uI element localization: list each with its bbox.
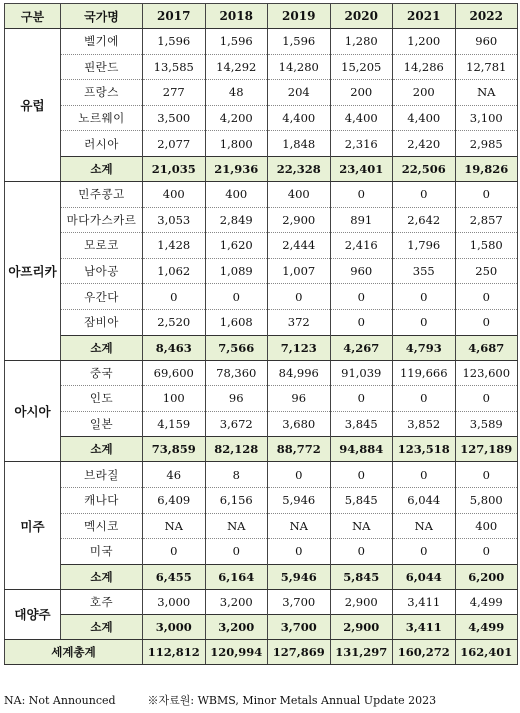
region-name: 유럽 <box>5 29 61 182</box>
subtotal-value: 88,772 <box>268 437 331 462</box>
value-cell: 1,620 <box>205 233 268 259</box>
value-cell: 6,044 <box>393 487 456 513</box>
value-cell: 0 <box>143 284 206 310</box>
value-cell: 0 <box>205 284 268 310</box>
value-cell: NA <box>205 513 268 539</box>
subtotal-value: 21,936 <box>205 156 268 181</box>
country-name: 우간다 <box>61 284 143 310</box>
grand-total-value: 162,401 <box>455 640 518 665</box>
value-cell: 1,608 <box>205 309 268 335</box>
table-row <box>5 207 518 233</box>
subtotal-label: 소계 <box>61 615 143 640</box>
production-table-wrapper <box>4 3 517 665</box>
value-cell: 0 <box>330 539 393 565</box>
header-country: 국가명 <box>61 4 143 29</box>
grand-total-value: 160,272 <box>393 640 456 665</box>
header-region: 구분 <box>5 4 61 29</box>
subtotal-row <box>5 156 518 181</box>
table-row <box>5 105 518 131</box>
header-year: 2017 <box>143 4 206 29</box>
subtotal-value: 22,506 <box>393 156 456 181</box>
country-name: 잠비아 <box>61 309 143 335</box>
value-cell: 1,580 <box>455 233 518 259</box>
value-cell: 277 <box>143 80 206 106</box>
header-year: 2019 <box>268 4 331 29</box>
value-cell: 2,444 <box>268 233 331 259</box>
value-cell: 372 <box>268 309 331 335</box>
value-cell: 2,900 <box>330 589 393 615</box>
value-cell: 2,420 <box>393 131 456 157</box>
country-name: 일본 <box>61 411 143 437</box>
subtotal-value: 6,455 <box>143 564 206 589</box>
value-cell: 15,205 <box>330 54 393 80</box>
value-cell: 0 <box>393 284 456 310</box>
table-row <box>5 589 518 615</box>
value-cell: 400 <box>143 181 206 207</box>
value-cell: 2,900 <box>268 207 331 233</box>
table-row <box>5 258 518 284</box>
footnote <box>4 692 517 708</box>
value-cell: 1,800 <box>205 131 268 157</box>
country-name: 모로코 <box>61 233 143 259</box>
header-year: 2022 <box>455 4 518 29</box>
table-row <box>5 80 518 106</box>
value-cell: 3,700 <box>268 589 331 615</box>
subtotal-value: 94,884 <box>330 437 393 462</box>
grand-total-value: 127,869 <box>268 640 331 665</box>
value-cell: 0 <box>330 309 393 335</box>
country-name: 브라질 <box>61 462 143 488</box>
country-name: 미국 <box>61 539 143 565</box>
table-row <box>5 181 518 207</box>
value-cell: 3,000 <box>143 589 206 615</box>
value-cell: 400 <box>205 181 268 207</box>
subtotal-value: 4,267 <box>330 335 393 360</box>
grand-total-value: 112,812 <box>143 640 206 665</box>
subtotal-label: 소계 <box>61 437 143 462</box>
value-cell: 200 <box>393 80 456 106</box>
value-cell: 3,411 <box>393 589 456 615</box>
subtotal-value: 2,900 <box>330 615 393 640</box>
grand-total-label: 세계총계 <box>5 640 143 665</box>
value-cell: 13,585 <box>143 54 206 80</box>
value-cell: 200 <box>330 80 393 106</box>
value-cell: 400 <box>455 513 518 539</box>
value-cell: 100 <box>143 386 206 412</box>
header-year: 2018 <box>205 4 268 29</box>
value-cell: 78,360 <box>205 360 268 386</box>
subtotal-value: 19,826 <box>455 156 518 181</box>
value-cell: 69,600 <box>143 360 206 386</box>
value-cell: 0 <box>455 181 518 207</box>
value-cell: 48 <box>205 80 268 106</box>
country-name: 호주 <box>61 589 143 615</box>
subtotal-value: 7,123 <box>268 335 331 360</box>
grand-total-value: 120,994 <box>205 640 268 665</box>
value-cell: 0 <box>330 181 393 207</box>
table-row <box>5 386 518 412</box>
value-cell: 46 <box>143 462 206 488</box>
subtotal-value: 22,328 <box>268 156 331 181</box>
subtotal-value: 3,200 <box>205 615 268 640</box>
subtotal-value: 4,793 <box>393 335 456 360</box>
value-cell: 1,596 <box>268 29 331 55</box>
table-row <box>5 233 518 259</box>
subtotal-row <box>5 335 518 360</box>
value-cell: 4,400 <box>268 105 331 131</box>
value-cell: NA <box>455 80 518 106</box>
subtotal-label: 소계 <box>61 335 143 360</box>
value-cell: 0 <box>330 462 393 488</box>
value-cell: 8 <box>205 462 268 488</box>
subtotal-row <box>5 615 518 640</box>
country-name: 인도 <box>61 386 143 412</box>
value-cell: 0 <box>393 462 456 488</box>
value-cell: 5,845 <box>330 487 393 513</box>
subtotal-label: 소계 <box>61 156 143 181</box>
value-cell: 0 <box>143 539 206 565</box>
subtotal-value: 21,035 <box>143 156 206 181</box>
value-cell: 1,596 <box>205 29 268 55</box>
value-cell: NA <box>143 513 206 539</box>
country-name: 벨기에 <box>61 29 143 55</box>
country-name: 멕시코 <box>61 513 143 539</box>
value-cell: 96 <box>205 386 268 412</box>
subtotal-value: 5,946 <box>268 564 331 589</box>
value-cell: 1,596 <box>143 29 206 55</box>
table-row <box>5 131 518 157</box>
value-cell: 0 <box>268 539 331 565</box>
subtotal-value: 4,499 <box>455 615 518 640</box>
country-name: 마다가스카르 <box>61 207 143 233</box>
value-cell: 3,672 <box>205 411 268 437</box>
table-row <box>5 360 518 386</box>
table-row <box>5 539 518 565</box>
value-cell: 14,292 <box>205 54 268 80</box>
value-cell: NA <box>393 513 456 539</box>
subtotal-row <box>5 437 518 462</box>
value-cell: 84,996 <box>268 360 331 386</box>
value-cell: 1,089 <box>205 258 268 284</box>
value-cell: 1,428 <box>143 233 206 259</box>
country-name: 중국 <box>61 360 143 386</box>
value-cell: 0 <box>393 181 456 207</box>
value-cell: 355 <box>393 258 456 284</box>
subtotal-value: 6,044 <box>393 564 456 589</box>
value-cell: 12,781 <box>455 54 518 80</box>
subtotal-value: 3,411 <box>393 615 456 640</box>
value-cell: 3,100 <box>455 105 518 131</box>
table-row <box>5 309 518 335</box>
value-cell: 2,849 <box>205 207 268 233</box>
subtotal-value: 5,845 <box>330 564 393 589</box>
value-cell: 0 <box>455 386 518 412</box>
region-name: 대양주 <box>5 589 61 640</box>
table-row <box>5 29 518 55</box>
value-cell: 3,845 <box>330 411 393 437</box>
value-cell: 1,796 <box>393 233 456 259</box>
value-cell: 4,400 <box>393 105 456 131</box>
value-cell: 14,286 <box>393 54 456 80</box>
value-cell: 5,946 <box>268 487 331 513</box>
table-row <box>5 284 518 310</box>
grand-total-value: 131,297 <box>330 640 393 665</box>
region-name: 아시아 <box>5 360 61 462</box>
value-cell: 0 <box>268 284 331 310</box>
value-cell: 0 <box>393 539 456 565</box>
value-cell: 5,800 <box>455 487 518 513</box>
region-name: 아프리카 <box>5 181 61 360</box>
value-cell: 2,642 <box>393 207 456 233</box>
value-cell: 2,857 <box>455 207 518 233</box>
value-cell: 2,985 <box>455 131 518 157</box>
value-cell: 0 <box>330 284 393 310</box>
value-cell: 96 <box>268 386 331 412</box>
value-cell: 0 <box>455 462 518 488</box>
source-note: ※자료원: WBMS, Minor Metals Annual Update 2023 <box>147 694 437 707</box>
value-cell: 960 <box>455 29 518 55</box>
country-name: 민주콩고 <box>61 181 143 207</box>
table-row <box>5 513 518 539</box>
subtotal-value: 6,200 <box>455 564 518 589</box>
value-cell: 4,159 <box>143 411 206 437</box>
subtotal-row <box>5 564 518 589</box>
value-cell: 119,666 <box>393 360 456 386</box>
value-cell: 3,589 <box>455 411 518 437</box>
value-cell: 960 <box>330 258 393 284</box>
value-cell: 2,520 <box>143 309 206 335</box>
value-cell: 14,280 <box>268 54 331 80</box>
value-cell: 1,200 <box>393 29 456 55</box>
value-cell: 0 <box>330 386 393 412</box>
value-cell: 91,039 <box>330 360 393 386</box>
value-cell: 0 <box>393 309 456 335</box>
value-cell: 1,280 <box>330 29 393 55</box>
value-cell: 2,416 <box>330 233 393 259</box>
value-cell: 3,680 <box>268 411 331 437</box>
subtotal-value: 82,128 <box>205 437 268 462</box>
value-cell: 0 <box>455 284 518 310</box>
value-cell: 0 <box>268 462 331 488</box>
table-row <box>5 54 518 80</box>
value-cell: 123,600 <box>455 360 518 386</box>
country-name: 노르웨이 <box>61 105 143 131</box>
value-cell: NA <box>268 513 331 539</box>
subtotal-value: 73,859 <box>143 437 206 462</box>
region-name: 미주 <box>5 462 61 589</box>
subtotal-value: 3,700 <box>268 615 331 640</box>
subtotal-value: 127,189 <box>455 437 518 462</box>
value-cell: 4,200 <box>205 105 268 131</box>
country-name: 핀란드 <box>61 54 143 80</box>
value-cell: 0 <box>393 386 456 412</box>
value-cell: 891 <box>330 207 393 233</box>
value-cell: 0 <box>205 539 268 565</box>
country-name: 캐나다 <box>61 487 143 513</box>
subtotal-value: 6,164 <box>205 564 268 589</box>
subtotal-value: 123,518 <box>393 437 456 462</box>
value-cell: 6,156 <box>205 487 268 513</box>
value-cell: 4,499 <box>455 589 518 615</box>
value-cell: 3,500 <box>143 105 206 131</box>
value-cell: 0 <box>455 539 518 565</box>
table-row <box>5 462 518 488</box>
value-cell: 0 <box>455 309 518 335</box>
subtotal-value: 23,401 <box>330 156 393 181</box>
value-cell: NA <box>330 513 393 539</box>
subtotal-value: 4,687 <box>455 335 518 360</box>
table-header-row <box>5 4 518 29</box>
grand-total-row <box>5 640 518 665</box>
value-cell: 250 <box>455 258 518 284</box>
value-cell: 1,062 <box>143 258 206 284</box>
country-name: 러시아 <box>61 131 143 157</box>
header-year: 2021 <box>393 4 456 29</box>
value-cell: 4,400 <box>330 105 393 131</box>
value-cell: 1,007 <box>268 258 331 284</box>
subtotal-label: 소계 <box>61 564 143 589</box>
subtotal-value: 7,566 <box>205 335 268 360</box>
value-cell: 400 <box>268 181 331 207</box>
country-name: 프랑스 <box>61 80 143 106</box>
value-cell: 204 <box>268 80 331 106</box>
value-cell: 3,053 <box>143 207 206 233</box>
country-name: 남아공 <box>61 258 143 284</box>
table-row <box>5 411 518 437</box>
na-note: NA: Not Announced <box>4 694 116 707</box>
header-year: 2020 <box>330 4 393 29</box>
value-cell: 3,852 <box>393 411 456 437</box>
value-cell: 2,077 <box>143 131 206 157</box>
value-cell: 6,409 <box>143 487 206 513</box>
table-row <box>5 487 518 513</box>
value-cell: 2,316 <box>330 131 393 157</box>
table-body <box>5 29 518 665</box>
subtotal-value: 8,463 <box>143 335 206 360</box>
value-cell: 3,200 <box>205 589 268 615</box>
production-table <box>4 3 518 665</box>
value-cell: 1,848 <box>268 131 331 157</box>
subtotal-value: 3,000 <box>143 615 206 640</box>
